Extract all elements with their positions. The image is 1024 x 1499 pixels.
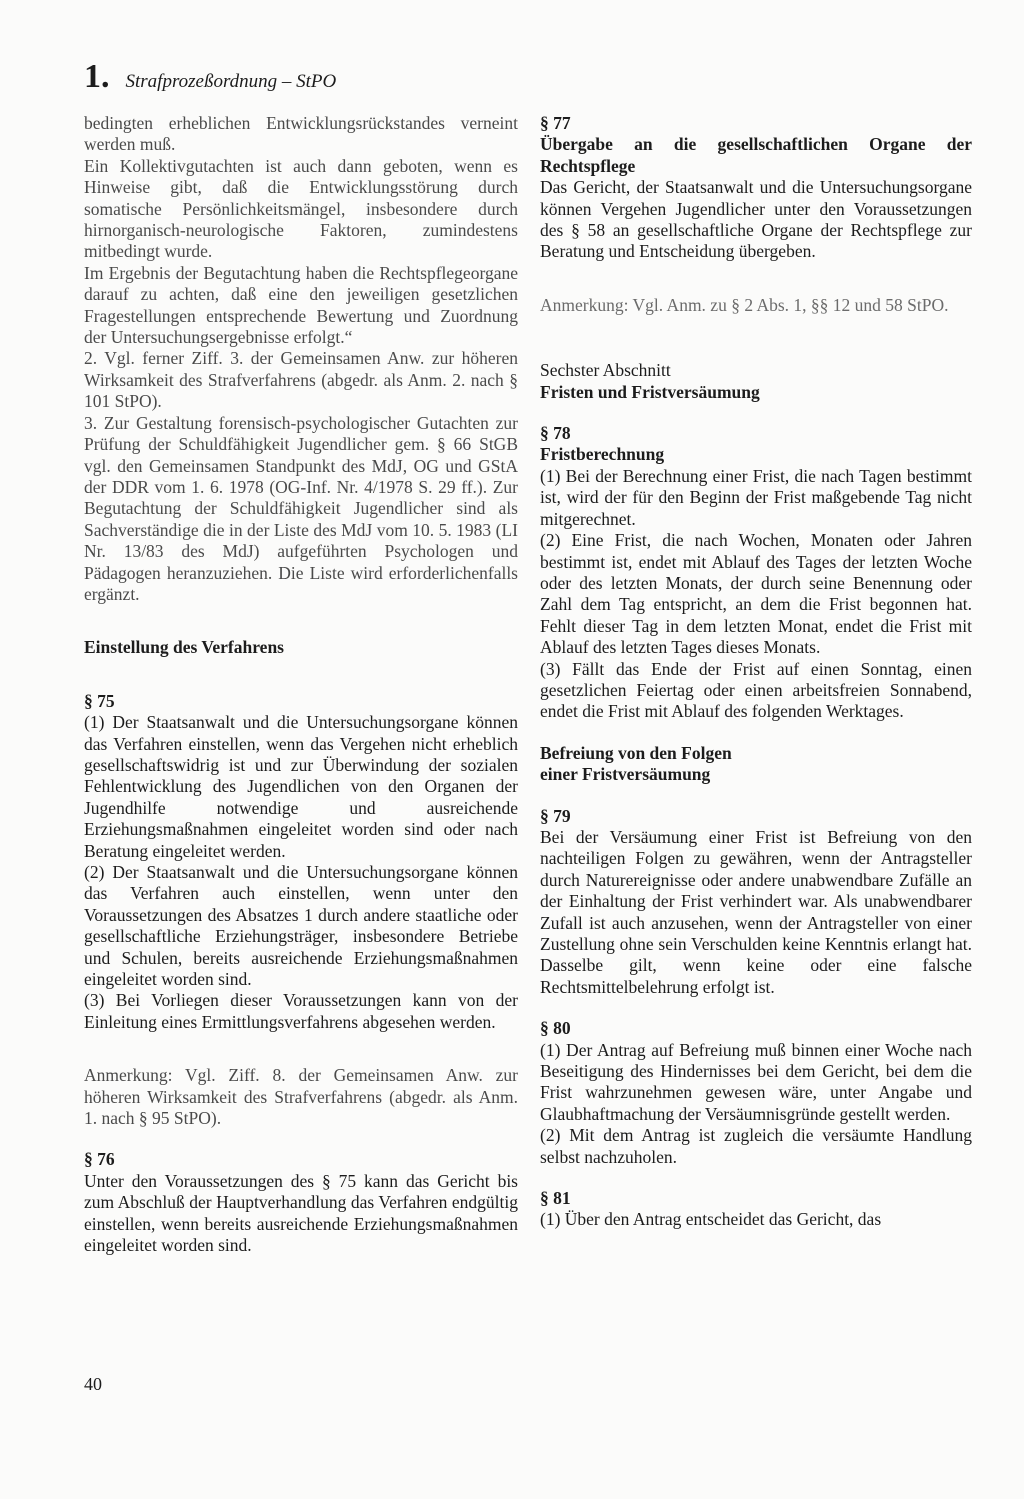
chapter-section-label: Sechster Abschnitt [540, 360, 671, 381]
right-column [540, 113, 972, 1231]
clause-text: (2) Der Staatsanwalt und die Untersuchungsorgane können das Verfahren auch einstellen, wenn unter den Voraussetzungen des Absatzes 1 durch andere staatliche oder gesellschaftliche Erziehungsträger, insbesondere Betriebe und Schulen, bereits ausreichende Erziehungsmaßnahmen eingeleitet worden sind. [84, 862, 518, 990]
paragraph-number: § 77 [540, 113, 571, 133]
chapter-number: 1. [84, 58, 110, 95]
chapter-section-title: Fristen und Fristversäumung [540, 381, 760, 402]
annotation-note: 3. Zur Gestaltung forensisch-psychologischer Gutachten zur Prüfung der Schuldfähigkeit Jugendlicher gem. § 66 StGB vgl. den Gemeinsamen Standpunkt des MdJ, OG und GStA der DDR vom 1. 6. 1978 (OG-Inf. Nr. 4/1978 S. 29 ff.). Zur Begutachtung der Schuldfähigkeit Jugendlicher sind als Sachverständige die in der Liste des MdJ vom 10. 5. 1983 (LI Nr. 13/83 des MdJ) aufgeführten Psychologen und Pädagogen heranzuziehen. Die Liste wird erforderlichenfalls ergänzt. [84, 412, 518, 604]
page-number: 40 [84, 1374, 102, 1394]
continued-paragraph: Ein Kollektivgutachten ist auch dann geboten, wenn es Hinweise gibt, daß die Entwicklungsstörung durch somatische Persönlichkeitsmängel, insbesondere durch hirnorganisch-neurologische Faktoren, zumindestens mitbedingt wurde. [84, 155, 518, 262]
clause-text: Das Gericht, der Staatsanwalt und die Untersuchungsorgane können Vergehen Jugendlicher unter den Voraussetzungen des § 58 an gesellschaftliche Organe der Rechtspflege zur Beratung und Entscheidung übergeben. [540, 177, 972, 262]
paragraph-number: § 75 [84, 690, 115, 711]
clause-text: (1) Der Staatsanwalt und die Untersuchungsorgane können das Verfahren einstellen, wenn das Vergehen nicht erheblich gesellschaftswidrig ist und zur Überwindung der sozialen Fehlentwicklung des Jugendlichen von den Organen der Jugendhilfe notwendige und ausreichende Erziehungsmaßnahmen eingeleitet worden sind oder nach Beratung eingeleitet werden. [84, 712, 518, 861]
clause-text: (1) Bei der Berechnung einer Frist, die nach Tagen bestimmt ist, wird der für den Beginn der Frist maßgebende Tag nicht mitgerechnet. [540, 465, 972, 529]
clause-text: (3) Bei Vorliegen dieser Voraussetzungen kann von der Einleitung eines Ermittlungsverfahrens abgesehen werden. [84, 990, 518, 1032]
paragraph-number: § 79 [540, 805, 571, 826]
clause-text: Unter den Voraussetzungen des § 75 kann das Gericht bis zum Abschluß der Hauptverhandlung das Verfahren endgültig einstellen, wenn bereits ausreichende Erziehungsmaßnahmen eingeleitet worden sind. [84, 1170, 518, 1256]
paragraph-number: § 81 [540, 1188, 571, 1209]
paragraph-number: § 80 [540, 1018, 571, 1039]
clause-text: (3) Fällt das Ende der Frist auf einen Sonntag, einen gesetzlichen Feiertag oder einen arbeitsfreien Sonnabend, endet die Frist mit Ablauf des folgenden Werktages. [540, 658, 972, 722]
chapter-title: Strafprozeßordnung – StPO [125, 71, 337, 92]
clause-text: (1) Über den Antrag entscheidet das Gericht, das [540, 1209, 882, 1230]
paragraph-number: § 78 [540, 423, 571, 444]
annotation-note: Anmerkung: Vgl. Anm. zu § 2 Abs. 1, §§ 12 und 58 StPO. [540, 294, 949, 315]
running-header [84, 58, 336, 96]
paragraph-heading: Übergabe an die gesellschaftlichen Organe der Rechtspflege [540, 134, 972, 176]
continued-paragraph: bedingten erheblichen Entwicklungsrückstandes verneint werden muß. [84, 113, 518, 155]
annotation-note: Anmerkung: Vgl. Ziff. 8. der Gemeinsamen Anw. zur höheren Wirksamkeit des Strafverfahrens (abgedr. als Anm. 1. nach § 95 StPO). [84, 1065, 518, 1129]
clause-text: (2) Mit dem Antrag ist zugleich die versäumte Handlung selbst nachzuholen. [540, 1125, 972, 1167]
paragraph-number: § 76 [84, 1149, 115, 1170]
clause-text: (2) Eine Frist, die nach Wochen, Monaten oder Jahren bestimmt ist, endet mit Ablauf des Tages der letzten Woche oder des letzten Monats, der durch seine Benennung oder Zahl dem Tag entspricht, an dem die Frist begonnen hat. Fehlt dieser Tag in dem letzten Monat, endet die Frist mit Ablauf des letzten Tages dieses Monats. [540, 530, 972, 658]
continued-paragraph: Im Ergebnis der Begutachtung haben die Rechtspflegeorgane darauf zu achten, daß eine den jeweiligen gesetzlichen Fragestellungen entsprechende Bewertung und Zuordnung der Untersuchungsergebnisse erfolgt.“ [84, 262, 518, 348]
section-heading: Befreiung von den Folgen [540, 742, 732, 763]
left-column [84, 113, 518, 1257]
clause-text: Bei der Versäumung einer Frist ist Befreiung von den nachteiligen Folgen zu gewähren, wenn der Antragsteller durch Naturereignisse oder andere unabwendbare Zufälle an der Einhaltung der Frist verhindert war. Als unabwendbarer Zufall ist auch anzusehen, wenn der Antragsteller von einer Zustellung ohne sein Verschulden keine Kenntnis erlangt hat. Dasselbe gilt, wenn keine oder eine falsche Rechtsmittelbelehrung erfolgt ist. [540, 826, 972, 997]
section-heading: einer Fristversäumung [540, 764, 711, 785]
paragraph-heading: Fristberechnung [540, 444, 665, 465]
clause-text: (1) Der Antrag auf Befreiung muß binnen einer Woche nach Beseitigung des Hindernisses bei dem Gericht, bei dem die Frist wahrzunehmen gewesen wäre, unter Angabe und Glaubhaftmachung der Versäumnisgründe gestellt werden. [540, 1039, 972, 1124]
section-heading: Einstellung des Verfahrens [84, 637, 284, 658]
annotation-note: 2. Vgl. ferner Ziff. 3. der Gemeinsamen Anw. zur höheren Wirksamkeit des Strafverfahrens (abgedr. als Anm. 2. nach § 101 StPO). [84, 348, 518, 412]
